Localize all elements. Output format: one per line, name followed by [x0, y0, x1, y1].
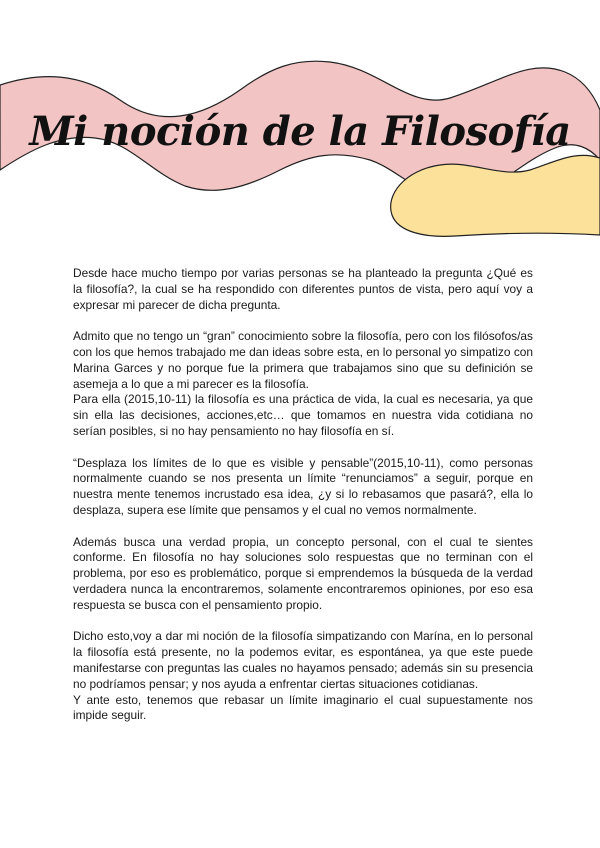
page-title: Mi noción de la Filosofía — [29, 108, 571, 155]
body-paragraph: Para ella (2015,10-11) la filosofía es una práctica de vida, la cual es necesaria, ya que sin ella las decisiones, acciones,etc… que tomamos en nuestra vida cotidiana no serían posibles, si no hay pensamiento no hay filosofía en sí. — [73, 392, 533, 438]
body-paragraph: “Desplaza los límites de lo que es visible y pensable”(2015,10-11), como personas normalmente cuando se nos presenta un límite “renunciamos” a seguir, porque en nuestra mente tenemos incrustado esa idea, ¿y si lo rebasamos que pasará?, ella lo desplaza, supera ese límite que pensamos y el cual no vemos normalmente. — [73, 455, 533, 517]
body-paragraph: Además busca una verdad propia, un concepto personal, con el cual te sientes conforme. En filosofía no hay soluciones solo respuestas que no terminan con el problema, por eso es problemático, porque si emprendemos la búsqueda de la verdad verdadera nunca la encontraremos, solamente encontraremos opiniones, por eso esa respuesta se busca con el pensamiento propio. — [73, 534, 533, 612]
body-paragraph: Admito que no tengo un “gran” conocimiento sobre la filosofía, pero con los filósofos/as con los que hemos trabajado me dan ideas sobre esta, en lo personal yo simpatizo con Marina Garces y no porque fue la primera que trabajamos sino que su definición se asemeja a lo que a mi parecer es la filosofía. — [73, 329, 533, 391]
body-paragraph: Dicho esto,voy a dar mi noción de la filosofía simpatizando con Marína, en lo personal la filosofía está presente, no la podemos evitar, es espontánea, ya que este puede manifestarse con preguntas las cuales no hayamos pensado; además sin su presencia no podríamos pensar; y nos ayuda a enfrentar ciertas situaciones cotidianas. — [73, 629, 533, 691]
body-paragraph: Y ante esto, tenemos que rebasar un límite imaginario el cual supuestamente nos impide seguir. — [73, 692, 533, 723]
body-paragraph: Desde hace mucho tiempo por varias personas se ha planteado la pregunta ¿Qué es la filosofía?, la cual se ha respondido con diferentes puntos de vista, pero aquí voy a expresar mi parecer de dicha pregunta. — [73, 266, 533, 312]
document-body — [73, 266, 533, 724]
